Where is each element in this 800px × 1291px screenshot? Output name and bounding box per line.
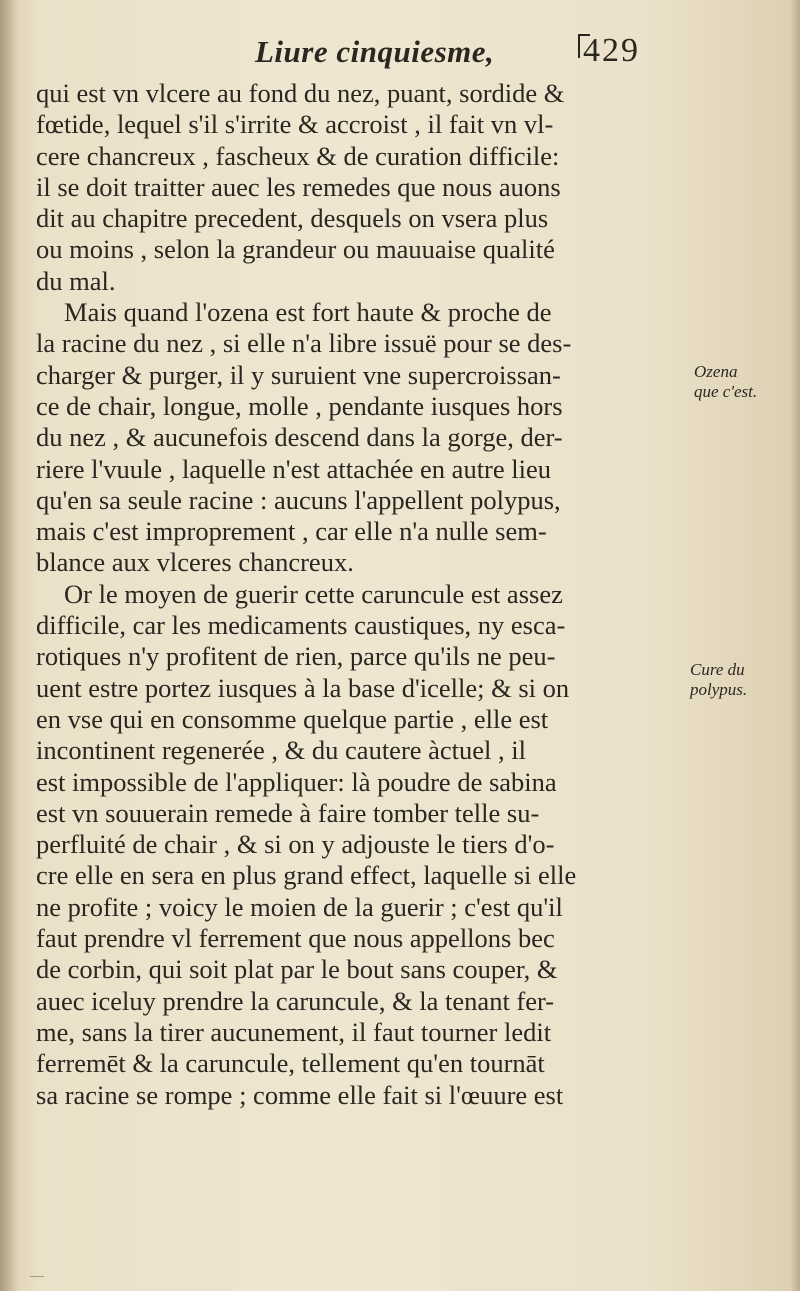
- page-header: [0, 28, 800, 78]
- text-line: faut prendre vl ferrement que nous appellons bec: [36, 923, 555, 954]
- margin-note-line: polypus.: [690, 680, 748, 699]
- margin-note-line: Ozena: [694, 362, 738, 381]
- text-line: perfluité de chair , & si on y adjouste le tiers d'o-: [36, 829, 555, 860]
- text-line: ou moins , selon la grandeur ou mauuaise qualité: [36, 234, 555, 265]
- body-text: [36, 78, 686, 1111]
- text-line: auec iceluy prendre la caruncule, & la tenant fer-: [36, 985, 555, 1016]
- text-line: fœtide, lequel s'il s'irrite & accroist , il fait vn vl-: [36, 109, 554, 140]
- text-line: du nez , & aucunefois descend dans la gorge, der-: [36, 422, 563, 453]
- text-line: Or le moyen de guerir cette caruncule est assez: [64, 578, 563, 609]
- text-line: ne profite ; voicy le moien de la guerir ; c'est qu'il: [36, 891, 563, 922]
- text-line: de corbin, qui soit plat par le bout sans couper, &: [36, 954, 558, 985]
- page-number: 429: [583, 32, 640, 69]
- margin-note-line: Cure du: [690, 660, 745, 679]
- text-line: dit au chapitre precedent, desquels on vsera plus: [36, 203, 549, 234]
- text-line: charger & purger, il y suruient vne supercroissan-: [36, 359, 561, 390]
- text-line: cere chancreux , fascheux & de curation difficile:: [36, 140, 560, 171]
- text-line: incontinent regenerée , & du cautere àctuel , il: [36, 735, 527, 766]
- text-line: il se doit traitter auec les remedes que nous auons: [36, 171, 561, 202]
- running-title: Liure cinquiesme,: [255, 34, 495, 69]
- margin-note-ozena: [694, 362, 757, 402]
- text-line: cre elle en sera en plus grand effect, laquelle si elle: [36, 860, 577, 891]
- text-line: ce de chair, longue, molle , pendante iusques hors: [36, 390, 563, 421]
- text-line: qu'en sa seule racine : aucuns l'appellent polypus,: [36, 484, 561, 515]
- text-line: me, sans la tirer aucunement, il faut tourner ledit: [36, 1016, 552, 1047]
- text-line: blance aux vlceres chancreux.: [36, 547, 354, 578]
- page-foot-mark: [30, 1266, 44, 1277]
- text-line: ferremēt & la caruncule, tellement qu'en tournāt: [36, 1048, 545, 1079]
- text-line: uent estre portez iusques à la base d'icelle; & si on: [36, 672, 570, 703]
- text-line: en vse qui en consomme quelque partie , elle est: [36, 703, 549, 734]
- page-edge: [790, 0, 800, 1291]
- text-line: la racine du nez , si elle n'a libre issuë pour se des-: [36, 328, 572, 359]
- margin-note-line: que c'est.: [694, 382, 758, 401]
- text-line: du mal.: [36, 265, 116, 296]
- text-line: est vn souuerain remede à faire tomber telle su-: [36, 797, 540, 828]
- text-line: est impossible de l'appliquer: là poudre de sabina: [36, 766, 557, 797]
- gutter-shadow: [0, 0, 18, 1291]
- text-line: riere l'vuule , laquelle n'est attachée en autre lieu: [36, 453, 552, 484]
- margin-note-cure: [690, 660, 747, 700]
- text-line: Mais quand l'ozena est fort haute & proche de: [64, 297, 552, 328]
- text-line: sa racine se rompe ; comme elle fait si l'œuure est: [36, 1079, 564, 1110]
- text-line: difficile, car les medicaments caustiques, ny esca-: [36, 610, 566, 641]
- text-line: rotiques n'y profitent de rien, parce qu'ils ne peu-: [36, 641, 556, 672]
- text-line: mais c'est improprement , car elle n'a nulle sem-: [36, 516, 547, 547]
- text-line: qui est vn vlcere au fond du nez, puant, sordide &: [36, 78, 565, 108]
